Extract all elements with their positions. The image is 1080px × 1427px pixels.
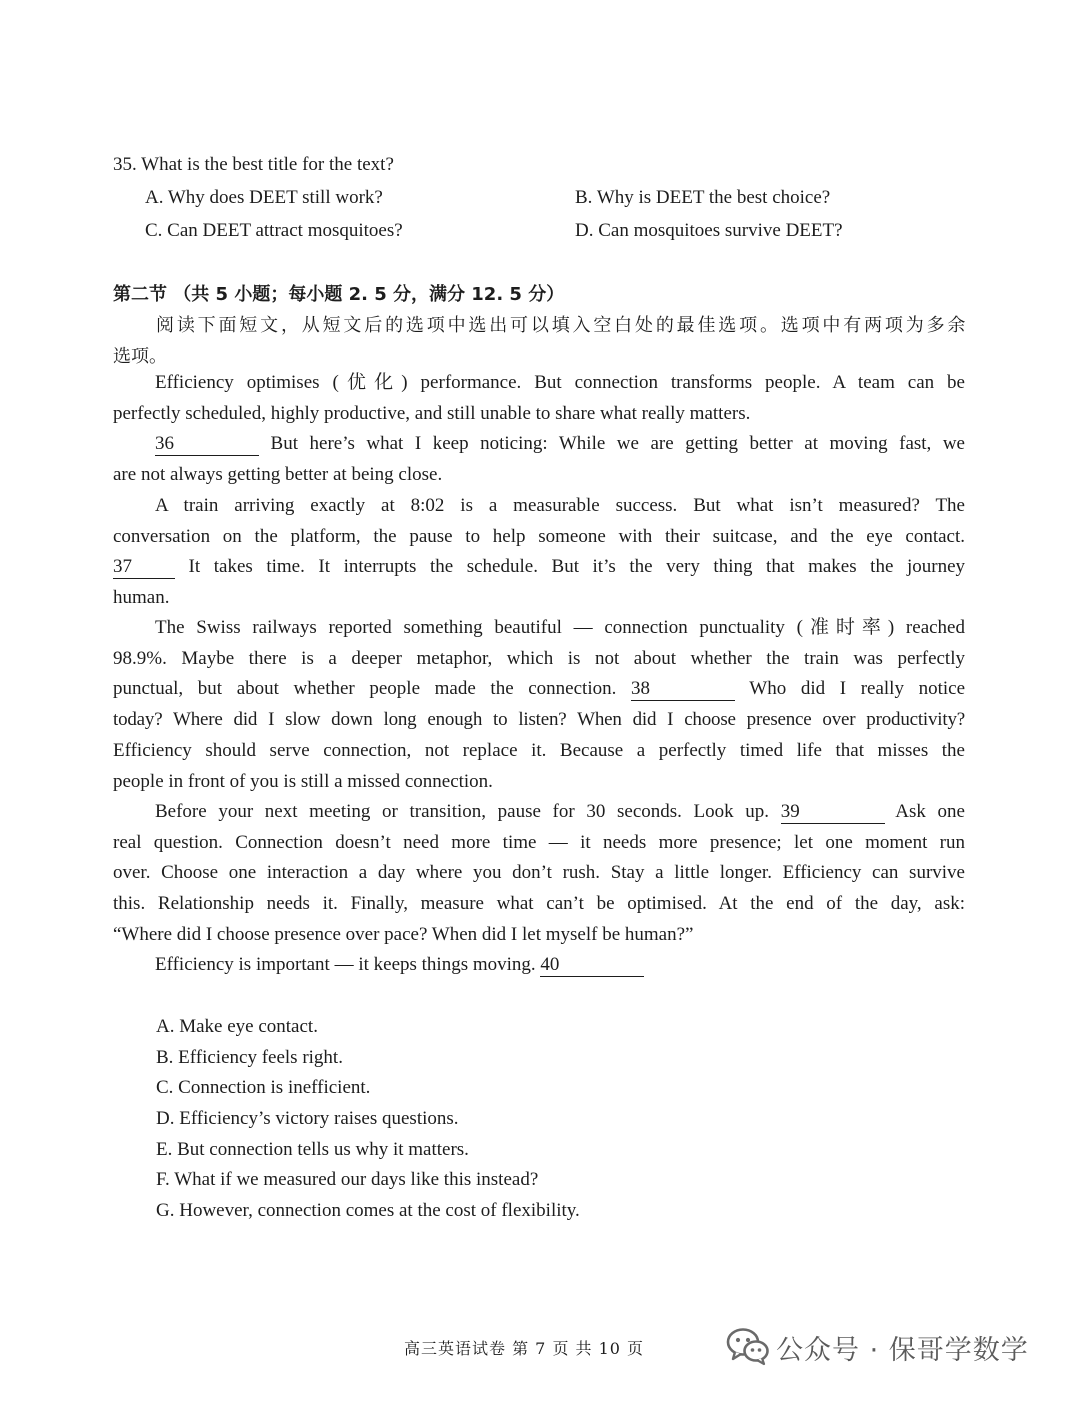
passage-paragraph-2 [113,429,965,490]
option-b: B. Efficiency feels right. [156,1047,343,1068]
question-35-option-a: A. Why does DEET still work? [145,187,383,208]
passage-line [113,429,965,460]
passage-line: over. Choose one interaction a day where you don’t rush. Stay a little longer. Efficiency can survive [113,862,965,884]
blank-39[interactable]: 39 [781,801,885,824]
section-instruction-line2: 选项。 [113,346,167,367]
passage-line: conversation on the platform, the pause to help someone with their suitcase, and the eye contact. [113,525,965,547]
question-35-option-d: D. Can mosquitoes survive DEET? [575,220,843,241]
passage-line [113,950,965,981]
option-a: A. Make eye contact. [156,1016,318,1037]
passage-text: But here’s what I keep noticing: While we are getting better at moving fast, we [259,433,965,454]
passage-line: people in front of you is still a missed connection. [113,770,493,792]
option-g: G. However, connection comes at the cost of flexibility. [156,1200,580,1221]
passage-line: Efficiency optimises (优化) performance. But connection transforms people. A team can be [155,372,965,393]
passage-text: Efficiency is important — it keeps things moving. [155,954,541,975]
passage-line: today? Where did I slow down long enough to listen? When did I choose presence over productivity? [113,709,965,731]
passage-line: real question. Connection doesn’t need more time — it needs more presence; let one moment run [113,831,965,853]
passage-line: Efficiency should serve connection, not replace it. Because a perfectly timed life that misses the [113,739,965,761]
passage-line: perfectly scheduled, highly productive, and still unable to share what really matters. [113,402,751,424]
passage-paragraph-6 [113,950,965,981]
blank-38[interactable]: 38 [631,678,735,701]
option-f: F. What if we measured our days like this instead? [156,1169,539,1190]
section-instruction-line1: 阅读下面短文，从短文后的选项中选出可以填入空白处的最佳选项。选项中有两项为多余 [156,315,966,336]
passage-text: punctual, but about whether people made the connection. [113,678,631,700]
passage-line [113,797,965,828]
option-d: D. Efficiency’s victory raises questions. [156,1108,459,1129]
question-35-stem: 35. What is the best title for the text? [113,154,394,175]
watermark-text: 公众号 · 保哥学数学 [776,1335,1029,1366]
page-footer: 高三英语试卷 第 7 页 共 10 页 [404,1339,645,1358]
passage-paragraph-3 [113,491,965,614]
section-heading: 第二节 （共 5 小题；每小题 2. 5 分，满分 12. 5 分） [113,284,565,305]
wechat-icon [726,1326,770,1366]
blank-36[interactable]: 36 [155,433,259,456]
passage-text: Who did I really notice [735,678,966,700]
passage-line: this. Relationship needs it. Finally, measure what can’t be optimised. At the end of the day, ask: [113,893,965,915]
passage-paragraph-1 [113,368,965,429]
passage-text: Ask one [884,801,965,822]
passage-paragraph-4 [113,613,965,797]
passage-text: Before your next meeting or transition, pause for 30 seconds. Look up. [155,801,781,822]
passage-line: The Swiss railways reported something beautiful — connection punctuality (准时率) reached [155,617,965,638]
passage-text: It takes time. It interrupts the schedule. But it’s the very thing that makes the journey [175,556,965,578]
passage-line: “Where did I choose presence over pace? When did I let myself be human?” [113,923,694,945]
passage-line: 98.9%. Maybe there is a deeper metaphor, which is not about whether the train was perfectly [113,647,965,669]
passage-paragraph-5 [113,797,965,951]
passage-line [113,552,965,583]
passage-line: human. [113,587,170,609]
passage-line [113,674,965,705]
question-35-option-c: C. Can DEET attract mosquitoes? [145,220,403,241]
blank-37[interactable]: 37 [113,556,175,579]
passage-line: are not always getting better at being close. [113,463,443,485]
blank-40[interactable]: 40 [540,954,644,977]
question-35-option-b: B. Why is DEET the best choice? [575,187,831,208]
option-e: E. But connection tells us why it matters. [156,1139,469,1160]
option-c: C. Connection is inefficient. [156,1077,371,1098]
passage-line: A train arriving exactly at 8:02 is a measurable success. But what isn’t measured? The [155,495,965,516]
